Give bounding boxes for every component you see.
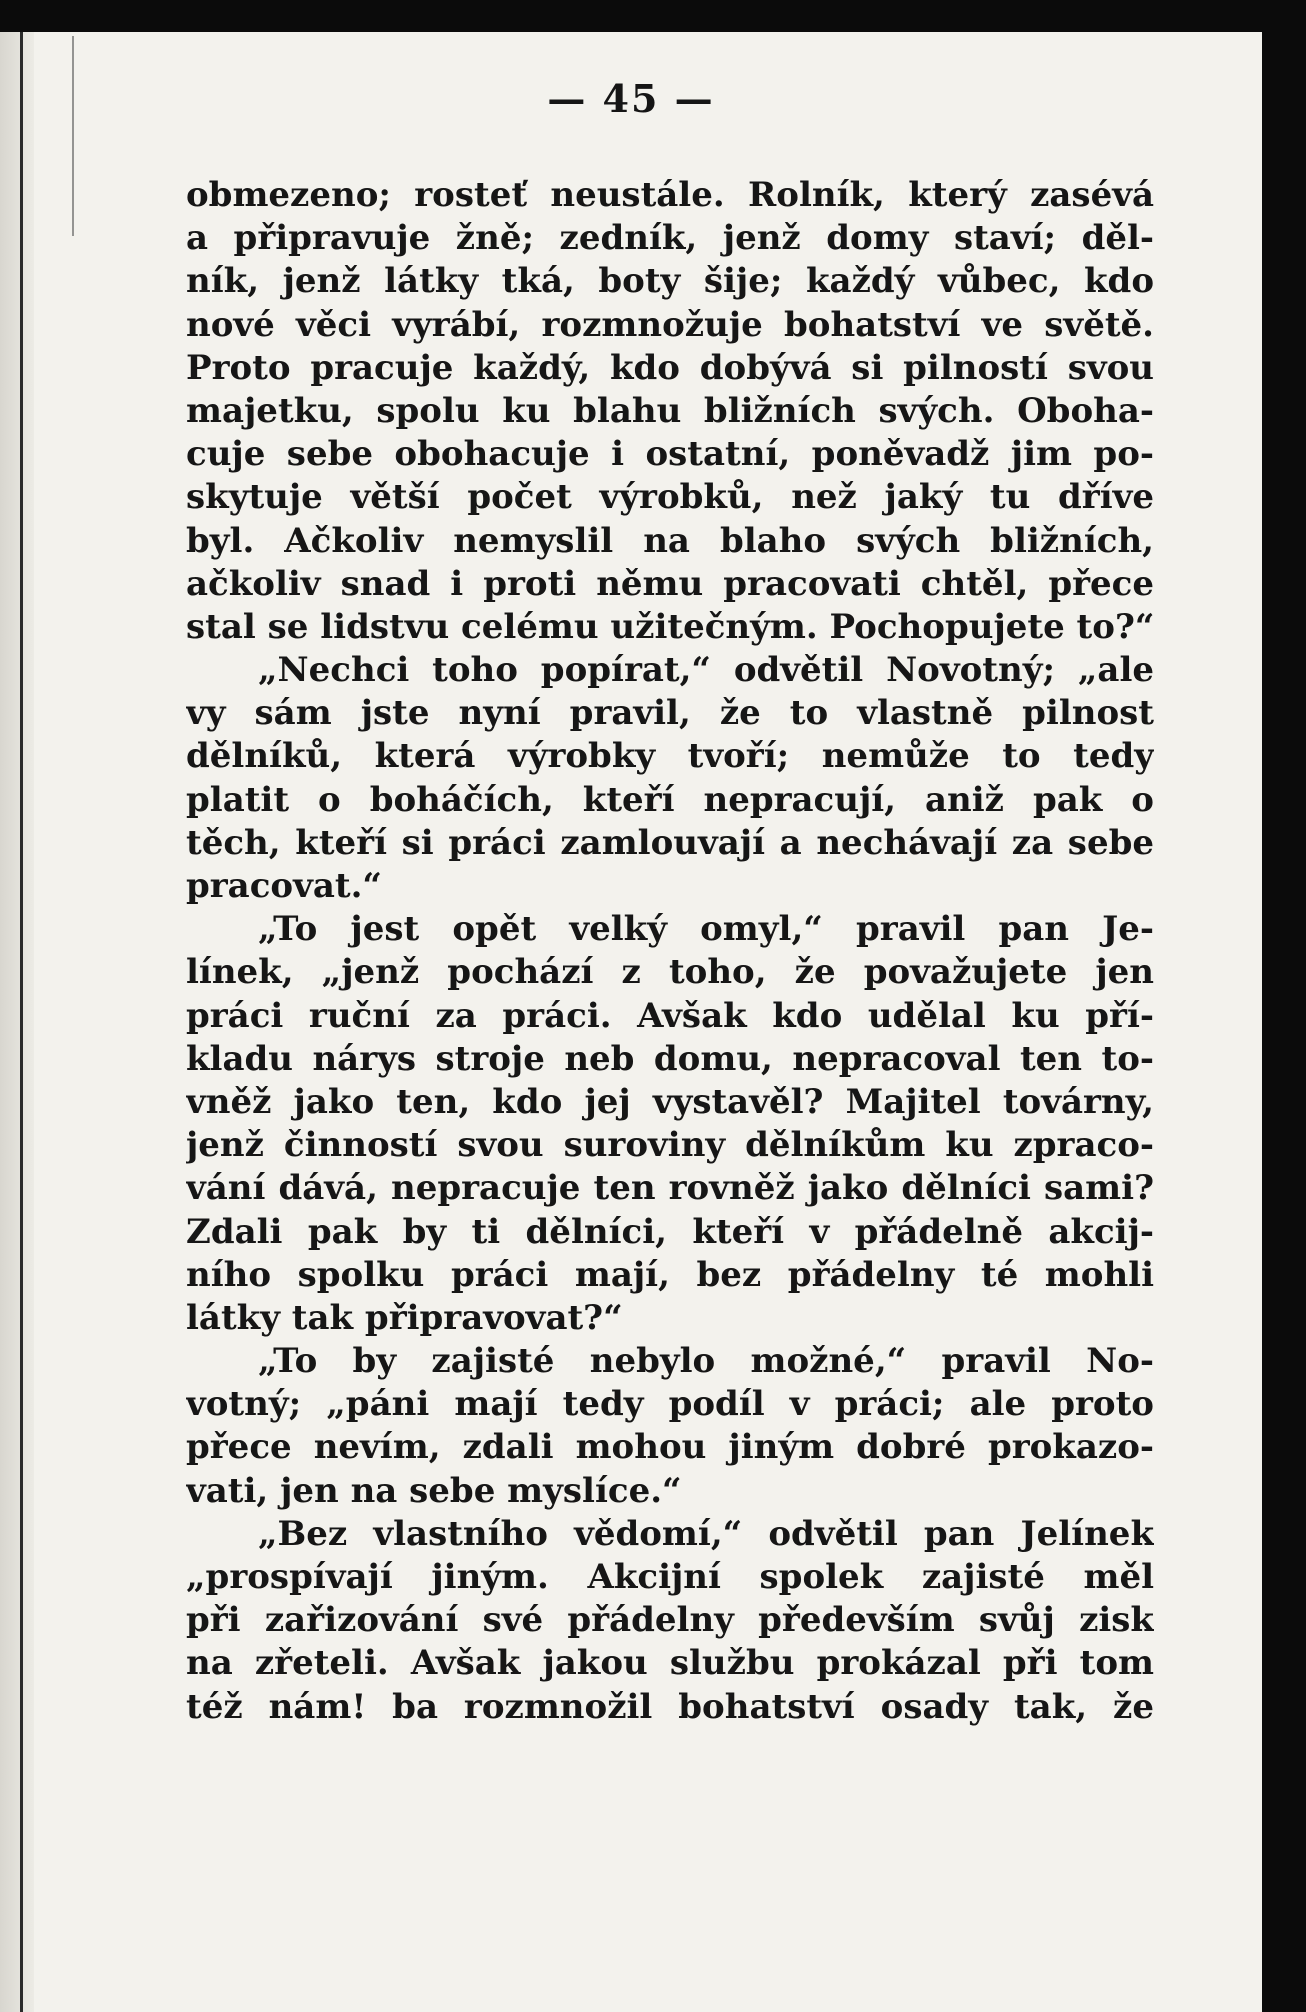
text-line: „Bez vlastního vědomí,“ odvětil pan Jelínek bbox=[258, 1513, 1154, 1554]
text-line: dělníků, která výrobky tvoří; nemůže to tedy bbox=[186, 736, 1154, 777]
binding-shadow-line-secondary bbox=[72, 36, 74, 236]
text-line: vání dává, nepracuje ten rovněž jako dělníci sami? bbox=[186, 1168, 1154, 1209]
text-line: práci ruční za práci. Avšak kdo udělal ku pří- bbox=[186, 995, 1154, 1036]
text-line: vy sám jste nyní pravil, že to vlastně pilnost bbox=[186, 693, 1154, 734]
text-line: obmezeno; rosteť neustále. Rolník, který zasévá bbox=[186, 175, 1154, 215]
page-number: — 45 — bbox=[547, 76, 715, 121]
text-line: těch, kteří si práci zamlouvají a nechávají za sebe bbox=[186, 822, 1154, 863]
text-line: a připravuje žně; zedník, jenž domy staví; děl- bbox=[186, 218, 1154, 259]
text-line: majetku, spolu ku blahu bližních svých. Oboha- bbox=[186, 390, 1154, 431]
text-line: ního spolku práci mají, bez přádelny té mohli bbox=[186, 1254, 1154, 1295]
text-line: ník, jenž látky tká, boty šije; každý vůbec, kdo bbox=[186, 261, 1154, 302]
text-line: línek, „jenž pochází z toho, že považujete jen bbox=[186, 952, 1154, 993]
text-line: při zařizování své přádelny především svůj zisk bbox=[186, 1600, 1154, 1641]
text-line: vati, jen na sebe myslíce.“ bbox=[186, 1470, 682, 1511]
text-line: vněž jako ten, kdo jej vystavěl? Majitel továrny, bbox=[186, 1081, 1154, 1122]
binding-shadow-line bbox=[20, 32, 23, 2012]
text-line: „To by zajisté nebylo možné,“ pravil No- bbox=[258, 1341, 1154, 1382]
text-line: na zřeteli. Avšak jakou službu prokázal při tom bbox=[186, 1643, 1154, 1684]
text-line: skytuje větší počet výrobků, než jaký tu dříve bbox=[186, 477, 1154, 518]
text-line: přece nevím, zdali mohou jiným dobré prokazo- bbox=[186, 1427, 1154, 1468]
text-line: Zdali pak by ti dělníci, kteří v přádelně akcij- bbox=[186, 1211, 1154, 1252]
page-left-edge bbox=[0, 32, 34, 2012]
text-line: nové věci vyrábí, rozmnožuje bohatství ve světě. bbox=[186, 304, 1154, 345]
text-line: votný; „páni mají tedy podíl v práci; ale proto bbox=[186, 1384, 1154, 1425]
text-line: pracovat.“ bbox=[186, 866, 382, 906]
text-line: cuje sebe obohacuje i ostatní, poněvadž jim po- bbox=[186, 434, 1154, 475]
text-line: „To jest opět velký omyl,“ pravil pan Je- bbox=[258, 909, 1154, 950]
text-line: „prospívají jiným. Akcijní spolek zajisté měl bbox=[186, 1557, 1154, 1597]
text-line: byl. Ačkoliv nemyslil na blaho svých bližních, bbox=[186, 520, 1154, 561]
text-line: kladu nárys stroje neb domu, nepracoval ten to- bbox=[186, 1038, 1154, 1079]
body-text bbox=[186, 174, 1154, 1729]
text-line: jenž činností svou suroviny dělníkům ku zpraco- bbox=[186, 1125, 1154, 1166]
text-line: platit o boháčích, kteří nepracují, aniž pak o bbox=[186, 779, 1154, 820]
text-line: látky tak připravovat?“ bbox=[186, 1297, 623, 1338]
text-line: Proto pracuje každý, kdo dobývá si pilností svou bbox=[186, 347, 1154, 388]
book-page bbox=[0, 32, 1262, 2012]
text-line: stal se lidstvu celému užitečným. Pochopujete to?“ bbox=[186, 606, 1154, 647]
text-line: též nám! ba rozmnožil bohatství osady tak, že bbox=[186, 1686, 1154, 1727]
text-line: ačkoliv snad i proti němu pracovati chtěl, přece bbox=[186, 563, 1154, 604]
text-line: „Nechci toho popírat,“ odvětil Novotný; „ale bbox=[258, 650, 1154, 691]
